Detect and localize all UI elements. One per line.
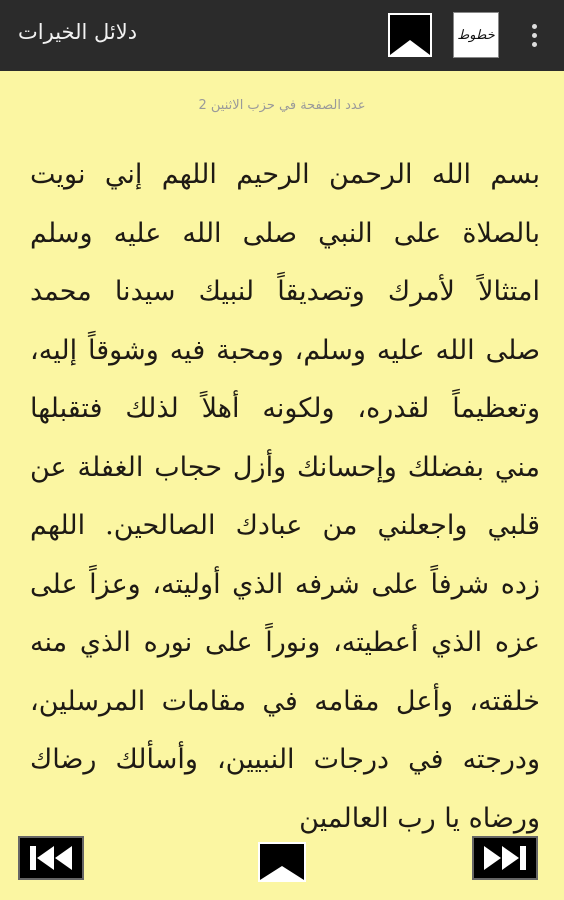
verse-line: قلبي واجعلني من عبادك الصالحين. اللهم bbox=[30, 510, 540, 541]
skip-forward-icon bbox=[482, 843, 528, 873]
verse-line: زده شرفاً على شرفه الذي أوليته، وعزاً على bbox=[30, 568, 540, 600]
bookmark-icon bbox=[388, 13, 432, 57]
overflow-menu-button[interactable] bbox=[518, 14, 550, 56]
bottom-bookmark-button[interactable] bbox=[256, 840, 308, 884]
verse-line: صلى الله عليه وسلم، ومحبة فيه وشوقاً إليه، bbox=[30, 334, 540, 366]
verse-line: مني بفضلك وإحسانك وأزل حجاب الغفلة عن bbox=[30, 451, 540, 483]
page-counter: عدد الصفحة في حزب الاثنين 2 bbox=[198, 98, 366, 113]
more-vertical-icon bbox=[532, 24, 537, 29]
previous-page-button[interactable] bbox=[18, 836, 84, 880]
bottom-navigation bbox=[0, 826, 564, 900]
verse-line: امتثالاً لأمرك وتصديقاً لنبيك سيدنا محمد bbox=[30, 276, 540, 307]
verse-line: عزه الذي أعطيته، ونوراً على نوره الذي منه bbox=[30, 627, 540, 658]
verse-line: وتعظيماً لقدره، ولكونه أهلاً لذلك فتقبلها bbox=[30, 393, 540, 424]
verse-line: بالصلاة على النبي صلى الله عليه وسلم bbox=[30, 217, 540, 249]
bookmark-icon bbox=[258, 842, 306, 882]
verse-line: ورضاه يا رب العالمين bbox=[299, 802, 540, 834]
calligraphy-font-icon bbox=[453, 12, 499, 58]
toolbar-bookmark-button[interactable] bbox=[386, 12, 434, 58]
calligraphy-font-button[interactable] bbox=[450, 10, 502, 60]
next-page-button[interactable] bbox=[472, 836, 538, 880]
verse-line: بسم الله الرحمن الرحيم اللهم إني نويت bbox=[30, 159, 540, 190]
verse-line: ودرجته في درجات النبيين، وأسألك رضاك bbox=[30, 744, 540, 775]
skip-back-icon bbox=[28, 843, 74, 873]
calligraphy-label: خطوط bbox=[457, 27, 495, 43]
verse-text bbox=[30, 146, 540, 848]
app-title: دلائل الخيرات bbox=[18, 20, 138, 44]
app-toolbar bbox=[0, 0, 564, 71]
verse-line: خلقته، وأعل مقامه في مقامات المرسلين، bbox=[30, 685, 540, 717]
